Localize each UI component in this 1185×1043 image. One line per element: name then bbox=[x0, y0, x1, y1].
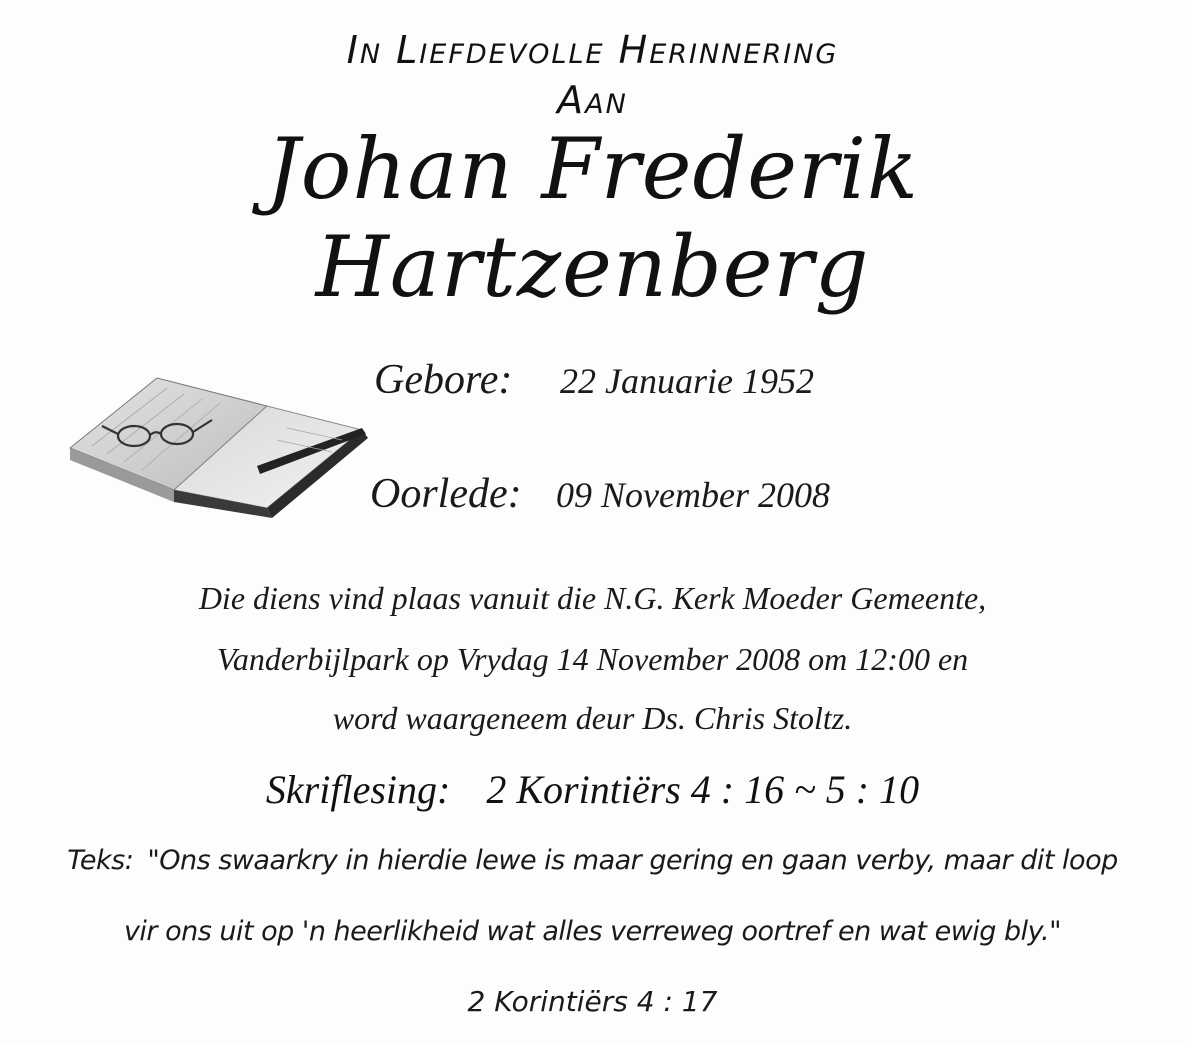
died-label: Oorlede: bbox=[370, 471, 522, 517]
died-date: 09 November 2008 bbox=[556, 475, 830, 515]
sermon-text-label: Teks: bbox=[67, 845, 134, 876]
scripture-reading-reference: 2 Korintiërs 4 : 16 ~ 5 : 10 bbox=[486, 767, 920, 812]
born-date: 22 Januarie 1952 bbox=[560, 361, 814, 401]
sermon-text-line-1 bbox=[0, 845, 1185, 876]
service-details-line-3: word waargeneem deur Ds. Chris Stoltz. bbox=[332, 700, 853, 736]
born-label: Gebore: bbox=[374, 357, 513, 403]
sermon-text-quote-1: "Ons swaarkry in hierdie lewe is maar gering en gaan verby, maar dit loop bbox=[147, 845, 1118, 876]
sermon-text-quote-2: vir ons uit op 'n heerlikheid wat alles verreweg oortref en wat ewig bly." bbox=[123, 916, 1062, 947]
memorial-heading-to: Aan bbox=[557, 78, 628, 122]
deceased-first-names: Johan Frederik bbox=[266, 120, 919, 218]
memorial-heading: In Liefdevolle Herinnering bbox=[346, 28, 839, 72]
scripture-reading bbox=[0, 766, 1185, 813]
scripture-reading-label: Skriflesing: bbox=[265, 767, 451, 812]
deceased-surname: Hartzenberg bbox=[315, 218, 870, 316]
service-details-line-1: Die diens vind plaas vanuit die N.G. Kerk Moeder Gemeente, bbox=[198, 580, 987, 616]
sermon-text-reference: 2 Korintiërs 4 : 17 bbox=[467, 985, 718, 1018]
open-book-with-glasses-icon bbox=[62, 368, 372, 518]
service-details-line-2: Vanderbijlpark op Vrydag 14 November 2008 om 12:00 en bbox=[216, 641, 969, 677]
